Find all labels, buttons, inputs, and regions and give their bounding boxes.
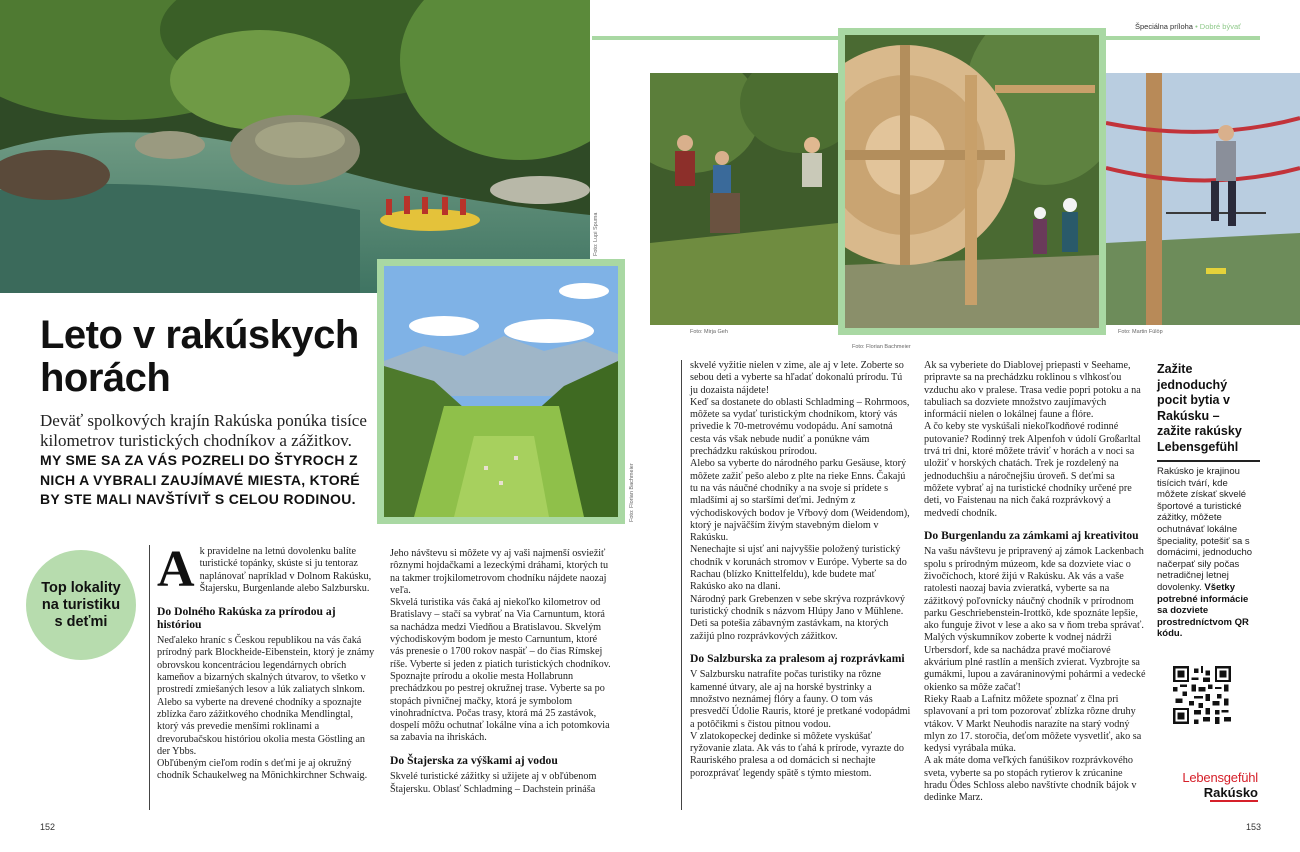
lead-block: [40, 411, 372, 510]
valley-photo: [377, 259, 625, 524]
rafting-credit: Foto: Lupi Spuma: [593, 212, 599, 256]
col2-paragraph-4: Skvelé turistické zážitky si užijete aj v obľúbenom Štajersku. Oblasť Schladming – Dachstein prináša: [390, 771, 597, 795]
column-4: [924, 360, 1146, 805]
intro-paragraph: [157, 541, 377, 598]
lead-text: Deväť spolkových krajín Rakúska ponúka tisíce kilometrov turistických chodníkov a zážitkov.: [40, 411, 367, 450]
col3-paragraph-5: Národný park Grebenzen v sebe skrýva rozprávkový turistický chodník s názvom Hlúpy Jano v Mühlene. Deti sa potešia zábavným zastávkam, na ktorých zažijú plno rozprávkových zážitkov.: [690, 593, 905, 642]
article-title: [40, 314, 380, 400]
heading-dolne: Do Dolného Rakúska za prírodou aj históriou: [157, 605, 336, 631]
sidebar-cta: Všetky potrebné informácie sa dozviete prostredníctvom QR kódu.: [1157, 581, 1249, 640]
heading-stajersko: Do Štajerska za výškami aj vodou: [390, 753, 558, 767]
sidebar-rule: [1157, 460, 1260, 462]
col3-paragraph-2: Keď sa dostanete do oblasti Schladming – Rohrmoos, môžete sa vydať turistickým chodníkom, ktorý vás privedie k 70-metrovému vodopádu. Aní samotná cesta vás však nebude nudiť a ponúkne vám prechádzku rakúskou prírodou.: [690, 396, 910, 458]
logo-line-2: Rakúsko: [1203, 785, 1258, 800]
lead-caps: MY SME SA ZA VÁS POZRELI DO ŠTYROCH Z NICH A VYBRALI ZAUJÍMAVÉ MIESTA, KTORÉ BY STE MALI NAVŠTÍVIŤ S CELOU RODINOU.: [40, 452, 360, 507]
family-credit: Foto: Mirja Geh: [690, 329, 728, 335]
climbing-credit: Foto: Martin Fülöp: [1118, 329, 1163, 335]
header-section: Špeciálna príloha: [1135, 22, 1193, 31]
header-partner: Dobré bývať: [1199, 22, 1241, 31]
heading-salzbursko: Do Salzburska za pralesom aj rozprávkami: [690, 651, 905, 665]
col4-paragraph-1: Ak sa vyberiete do Diablovej priepasti v Seehame, pripravte sa na prechádzku roklinou s vlhkosťou vzduchu ako v pralese. Trasa vedie popri potoku a na tabuliach sa dozviete množstvo zaujímavých informácií nielen o lokálnej faune a flóre.: [924, 360, 1141, 421]
col4-paragraph-5: A ak máte doma veľkých fanúšikov rozprávkového sveta, vyberte sa po stopách rytierov k zrúcanine hradu Ödes Schloss alebo navštívte chodník bájok v dedinke Marz.: [924, 755, 1137, 804]
dolne-paragraph-2: Alebo sa vyberte na drevené chodníky a spoznajte zblízka čaro zážitkového chodníka Mendlingtal, ktorý vás prevedie menšími roklinami a drevorubačskou históriou okolia mesta Göstling an der Ybbs.: [157, 696, 365, 757]
col3-paragraph-3: Alebo sa vyberte do národného parku Gesäuse, ktorý môžete zažiť pešo alebo z plte na rieke Enns. Čakajú tu na vás náučné chodníky a na svoje si prídete s mladšími aj so staršími deťmi. Jedným z východiskových bodov je Vŕbový dom (Weidendom), ktorý je najväčším živým stavebným dielom v Rakúsku.: [690, 458, 910, 544]
col4-paragraph-4: Rieky Raab a Lafnitz môžete spoznať z člna pri splavovaní a pri tom pozorovať zblízka rôzne druhy vtákov. V Markt Neuhodis narazíte na starý vodný mlyn zo 17. storočia, deťom môžete vysvetliť, ako sa kedysi vyrábala múka.: [924, 693, 1142, 755]
climbing-photo: [1106, 73, 1300, 325]
col3-paragraph-6: V Salzbursku natrafíte počas turistiky na rôzne kamenné útvary, ale aj na horské bystrinky a množstvo neznámej flóry a fauny. O tom vás presvedčí Údolie Rauris, ktoré je pretkané vodopádmi a potôčikmi s čistou pitnou vodou.: [690, 669, 911, 730]
dropcap: A: [157, 541, 195, 598]
col3-paragraph-1: skvelé vyžitie nielen v zime, ale aj v lete. Zoberte so sebou deti a vyberte sa hľadať dokonalú prírodu. Tú ju dozaista nájdete!: [690, 360, 904, 396]
column-rule-1: [149, 545, 150, 810]
sidebar-heading: Zažite jednoduchý pocit bytia v Rakúsku – zažite rakúsky Lebensgefühl: [1157, 362, 1242, 454]
rafting-photo: [0, 0, 590, 293]
page-number-left: 152: [40, 822, 56, 832]
sidebar-body: [1157, 466, 1260, 640]
column-1: [157, 541, 377, 783]
column-rule-2: [681, 360, 682, 810]
logo-underline: [1210, 800, 1258, 802]
qr-code-icon[interactable]: [1173, 666, 1231, 724]
sidebar-body-text: Rakúsko je krajinou tisícich tvárí, kde môžete získať skvelé športové a turistické zážitky, môžete ochutnávať lokálne špeciality, potešiť sa s domácimi, jednoducho načerpať sily počas netradičnej letnej dovolenky.: [1157, 466, 1253, 593]
dolne-paragraph-1: Neďaleko hraníc s Českou republikou na vás čaká prírodný park Blockheide-Eibenstein, ktorý je známy obrovskou koncentráciou legendárnych obrích kameňov a bizarných skalných útvarov, to všetko v prostredí zmiešaných lesov a lúk zaliatych slnkom.: [157, 635, 375, 696]
col4-paragraph-3: Na vašu návštevu je pripravený aj zámok Lackenbach spolu s prírodným múzeom, kde sa dozviete viac o živočíchoch, ktoré žijú v Rakúsku. Ak vás a vaše ratolesti naozaj bavia zvieratká, vyberte sa na zážitkový poľovnícky náučný chodník v prírodnom parku Geschriebenstein-Irottkö, kde spoznáte lepšie, ako funguje život v lese a ako sa v ňom treba správať. Malých výskumníkov zoberte k vodnej nádrži Urbersdorf, kde sa nachádza pravé močiarové akvárium plné rastlín a menších zvierat. Vyzbrojte sa gumákmi, lupou a zaváraninovými pohármi a vedecké okienko sa môže začať!: [924, 546, 1146, 693]
col2-paragraph-1: Jeho návštevu si môžete vy aj vaši najmenší osviežiť rôznymi hojdačkami a lezeckými dráhami, ktorých tu na takmer trojkilometrovom chodníku nájdete naozaj veľa.: [390, 548, 609, 596]
logo-line-1: Lebensgefühl: [1182, 770, 1258, 785]
col3-paragraph-4: Nenechajte si ujsť ani najvyššie položený turistický chodník v korunách stromov v Európe. Vyberte sa do Rachau (blízko Knittelfeldu), kde budete mať Rakúsko ako na dlani.: [690, 544, 907, 593]
waterwheel-credit: Foto: Florian Bachmeier: [852, 344, 911, 350]
col2-paragraph-3: Spoznajte prírodu a okolie mesta Hollabrunn prechádzkou po pestrej okružnej trase. Vyberte sa po stopách pivničnej mačky, ktorá je symbolom vinohradníctva. Počas trasy, ktorá má 25 zastávok, dospelí môžu ochutnať lokálne vína a ich potomkovia sa zabavia na ihriskách.: [390, 670, 610, 744]
title-line-2: horách: [40, 356, 171, 400]
title-line-1: Leto v rakúskych: [40, 313, 359, 357]
family-photo: [650, 73, 838, 325]
top-lokality-badge: [26, 550, 136, 660]
waterwheel-photo: [838, 28, 1106, 335]
col4-paragraph-2: A čo keby ste vyskúšali niekoľkodňové rodinné putovanie? Rodinný trek Alpenfoh v údolí Großarltal trvá tri dni, ktoré môžete tráviť v horách a v noci sa uložiť v horských chatách. Trek je rozdelený na jednoduchšiu a náročnejšiu úroveň. S deťmi sa môžete vybrať aj na turistické chodníky určené pre deti, vo Faistenau na nich čaká rozprávkový a medvedí chodník.: [924, 421, 1141, 519]
column-3: [690, 360, 912, 780]
col2-paragraph-2: Skvelá turistika vás čaká aj niekoľko kilometrov od Bratislavy – stačí sa vybrať na Via Carnuntum, ktorá sa nachádza medzi Viedňou a Bratislavou. Skvelým východiskovým bodom je mesto Carnuntum, ktoré vás prenesie o 1700 rokov naspäť – do čias Rímskej ríše. Vyberte si jeden z piatich turistických chodníkov.: [390, 597, 611, 670]
badge-text: Top lokality na turistiku s deťmi: [41, 579, 121, 630]
heading-burgenland: Do Burgenlandu za zámkami aj kreativitou: [924, 528, 1139, 542]
column-2: [390, 548, 612, 796]
dolne-paragraph-3: Obľúbeným cieľom rodín s deťmi je aj okružný chodník Schaukelweg na Mönichkirchner Schwaig.: [157, 758, 368, 782]
header-separator: •: [1195, 22, 1198, 31]
running-header: [1135, 22, 1241, 31]
valley-credit: Foto: Florian Bachmeier: [629, 463, 635, 522]
page-number-right: 153: [1246, 822, 1262, 832]
intro-text: k pravidelne na letnú dovolenku balíte turistické topánky, skúste si ju tentoraz naplánovať napríklad v Dolnom Rakúsku, Štajersku, Burgenlande alebo Salzbursku.: [199, 546, 372, 594]
col3-paragraph-7: V zlatokopeckej dedinke si môžete vyskúšať ryžovanie zlata. Ak vás to ťahá k prírode, vyrazte do Rauriského pralesa a od domácich si nechajte porozprávať legendy spätě s týmto miestom.: [690, 730, 904, 779]
lebensgefuhl-logo: [1160, 770, 1258, 800]
